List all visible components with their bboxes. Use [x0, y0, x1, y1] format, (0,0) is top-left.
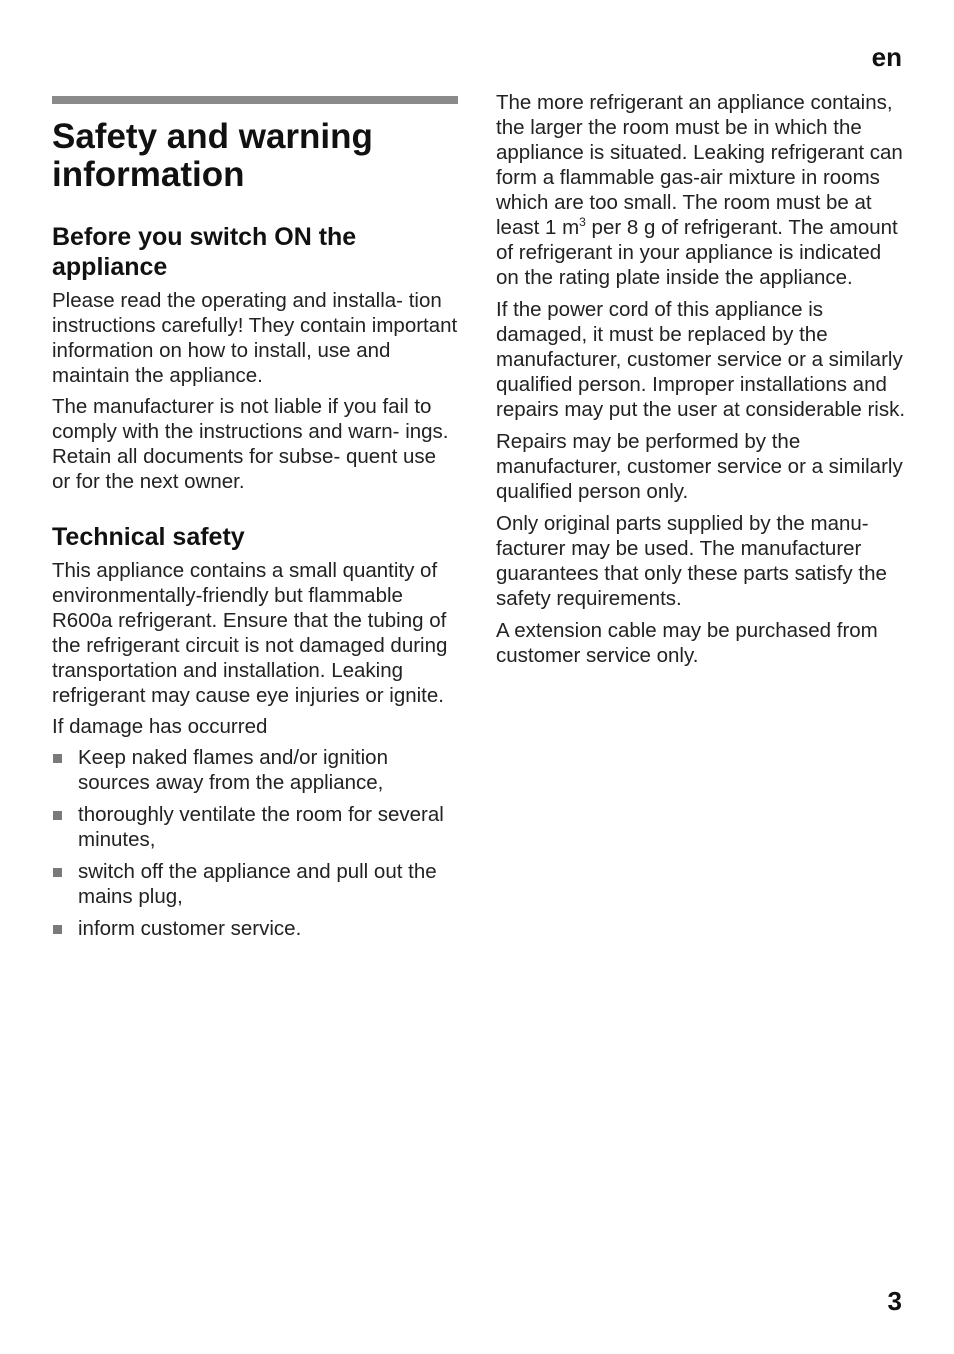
- language-code: en: [871, 42, 902, 72]
- list-item-text: thoroughly ventilate the room for several minutes,: [78, 803, 444, 851]
- list-item-text: inform customer service.: [78, 917, 302, 940]
- paragraph-power-cord: If the power cord of this appliance is damaged, it must be replaced by the manufacturer, customer service or a similarly qualified person. Improper installations and repairs may put the user at considerable risk.: [496, 298, 906, 421]
- paragraph-repairs: Repairs may be performed by the manufacturer, customer service or a similarly qualified person only.: [496, 430, 903, 503]
- heading-technical-safety: Technical safety: [52, 523, 245, 551]
- list-item: [52, 859, 458, 909]
- right-column: [496, 90, 906, 675]
- left-column: [52, 90, 458, 948]
- square-bullet-icon: [53, 811, 62, 820]
- heading-before-switch-on-line2: appliance: [52, 253, 168, 281]
- square-bullet-icon: [53, 868, 62, 877]
- room-size-text-part1: The more refrigerant an appliance contains, the larger the room must be in which the appliance is situated. Leaking refrigerant can form a flammable gas-air mixture in rooms which are too small. The room must be at least 1 m: [496, 91, 903, 239]
- paragraph-room-size: [496, 90, 906, 290]
- page-title-line2: information: [52, 155, 245, 194]
- page-title: [52, 118, 458, 194]
- paragraph-read-instructions: Please read the operating and installa- tion instructions carefully! They contain important information on how to install, use and maintain the appliance.: [52, 289, 458, 387]
- paragraph-refrigerant: This appliance contains a small quantity of environmentally-friendly but flammable R600a refrigerant. Ensure that the tubing of the refrigerant circuit is not damaged during transportation and installation. Leaking refrigerant may cause eye injuries or ignite.: [52, 559, 448, 707]
- square-bullet-icon: [53, 925, 62, 934]
- room-size-text-part2: per 8 g of refrigerant. The amount of refrigerant in your appliance is indicated on the rating plate inside the appliance.: [496, 216, 898, 289]
- damage-steps-list: [52, 745, 458, 941]
- paragraph-if-damage: If damage has occurred: [52, 715, 268, 738]
- square-bullet-icon: [53, 754, 62, 763]
- heading-before-switch-on: [52, 222, 458, 282]
- list-item: [52, 802, 458, 852]
- page-number: 3: [887, 1286, 902, 1316]
- heading-before-switch-on-line1: Before you switch ON the: [52, 223, 357, 251]
- page-title-line1: Safety and warning: [52, 117, 373, 156]
- list-item-text: switch off the appliance and pull out the mains plug,: [78, 860, 437, 908]
- paragraph-extension-cable: A extension cable may be purchased from customer service only.: [496, 619, 878, 667]
- list-item: [52, 745, 458, 795]
- paragraph-manufacturer-liability: The manufacturer is not liable if you fail to comply with the instructions and warn- ings. Retain all documents for subse- quent use or for the next owner.: [52, 395, 449, 493]
- list-item: [52, 916, 458, 941]
- paragraph-original-parts: Only original parts supplied by the manu- facturer may be used. The manufacturer guarantees that only these parts satisfy the safety requirements.: [496, 512, 887, 610]
- list-item-text: Keep naked flames and/or ignition sources away from the appliance,: [78, 746, 388, 794]
- section-divider: [52, 96, 458, 104]
- superscript-cubed: 3: [579, 215, 586, 230]
